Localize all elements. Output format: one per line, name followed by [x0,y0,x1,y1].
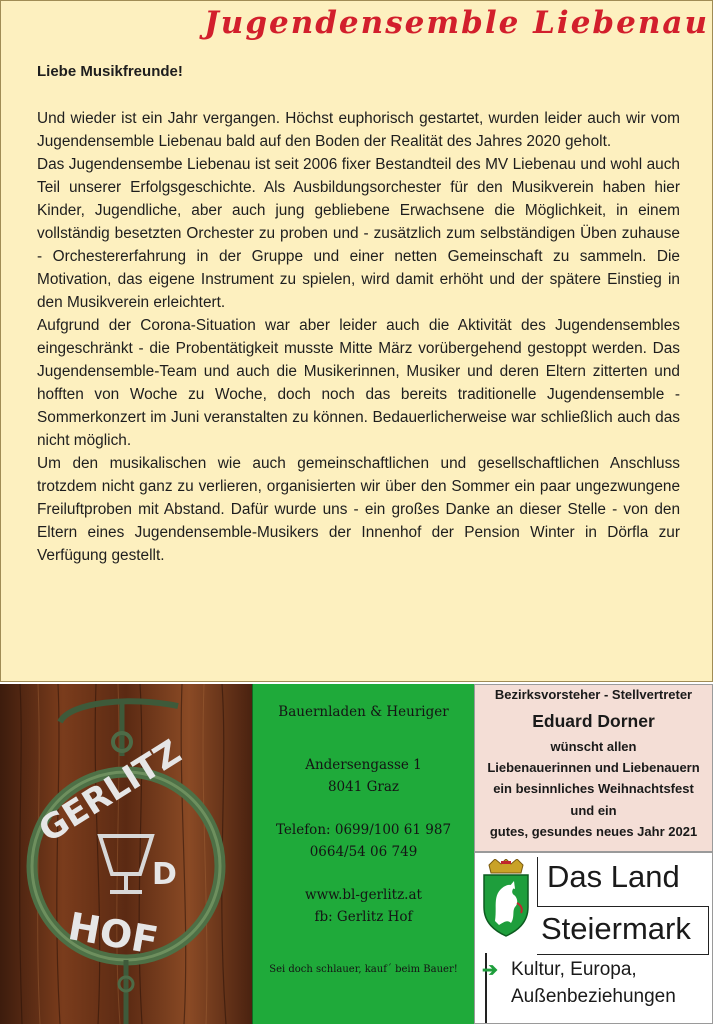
gerlitz-hof-sign-photo [0,684,252,1024]
street-address: Andersengasse 1 [305,757,422,773]
article-paragraph: Um den musikalischen wie auch gemeinschaftlichen und gesellschaftlichen Anschluss trotzdem nicht ganz zu verlieren, organisierten wir über den Sommer ein paar ungezwungene Freiluftproben mit Abstand. Dafür wurde uns - ein großes Danke an dieser Stelle - von den Eltern eines Jugendensemble-Musikers der Innenhof der Pension Winter in Dörfla zur Verfügung gestellt. [37,455,680,564]
greeting-line: ein besinnliches Weihnachtsfest [493,781,694,796]
phone-primary: Telefon: 0699/100 61 987 [275,822,452,838]
phone-secondary: 0664/54 06 749 [309,844,418,860]
greeting-role: Bezirksvorsteher - Stellvertreter [494,687,693,702]
website-link[interactable]: www.bl-gerlitz.at [305,887,422,903]
article-paragraph: Und wieder ist ein Jahr vergangen. Höchst euphorisch gestartet, wurden leider auch wir vom Jugendensemble Liebenau bald auf den Boden der Realität des Jahres 2020 geholt. [37,110,680,150]
article-title: Jugendensemble Liebenau [204,5,709,41]
logo-text-land: Das Land [547,859,680,894]
department-line: Kultur, Europa, [511,959,637,980]
christmas-greeting [474,684,713,852]
shop-name: Bauernladen & Heuriger [278,704,449,720]
article-body [37,107,680,567]
sign-letter-d: D [152,857,177,892]
article-salutation: Liebe Musikfreunde! [37,63,183,80]
steiermark-crest-icon [481,859,531,937]
greeting-line: wünscht allen [550,739,637,754]
gerlitz-ad [252,684,474,1024]
gerlitz-sign-image [0,684,252,1024]
city-address: 8041 Graz [327,779,400,795]
land-steiermark-logo [474,852,713,1024]
facebook-link[interactable]: fb: Gerlitz Hof [314,909,413,925]
greeting-line: und ein [570,803,617,818]
arrow-right-icon: ➔ [482,960,498,981]
department-line: Außenbeziehungen [511,986,676,1007]
article-paragraph: Aufgrund der Corona-Situation war aber leider auch die Aktivität des Jugendensembles eingeschränkt - die Probentätigkeit musste Mitte März vorübergehend gestoppt werden. Das Jugendensemble-Team und auch die Musikerinnen, Musiker und deren Eltern zitterten und hofften von Woche zu Woche, doch noch das bereits traditionelle Jugendensemble - Sommerkonzert im Juni veranstalten zu können. Bedauerlicherweise war schließlich auch das nicht möglich. [37,317,680,449]
greeting-name: Eduard Dorner [532,711,655,731]
logo-text-steiermark: Steiermark [541,911,691,946]
sign-letters-bottom: HOF [64,904,162,964]
shop-slogan: Sei doch schlauer, kauf´ beim Bauer! [269,964,458,975]
sign-letters-top: GERLITZ [31,732,189,851]
greeting-line: gutes, gesundes neues Jahr 2021 [489,824,698,839]
greeting-line: Liebenauerinnen und Liebenauern [487,760,700,775]
article-paragraph: Das Jugendensembe Liebenau ist seit 2006 fixer Bestandteil des MV Liebenau und wohl auch Teil unserer Erfolgsgeschichte. Als Ausbildungsorchester für den Musikverein haben hier Kinder, Jugendliche, aber auch jung gebliebene Erwachsene die Möglichkeit, in einem vollständig besetzten Orchester zu proben und - zusätzlich zum selbständigen Üben zuhause - Orchestererfahrung in der Gruppe und einer netten Gemeinschaft zu sammeln. Die Motivation, das eigene Instrument zu spielen, wird damit erhöht und der spätere Einstieg in den Musikverein erleichtert. [37,156,680,311]
